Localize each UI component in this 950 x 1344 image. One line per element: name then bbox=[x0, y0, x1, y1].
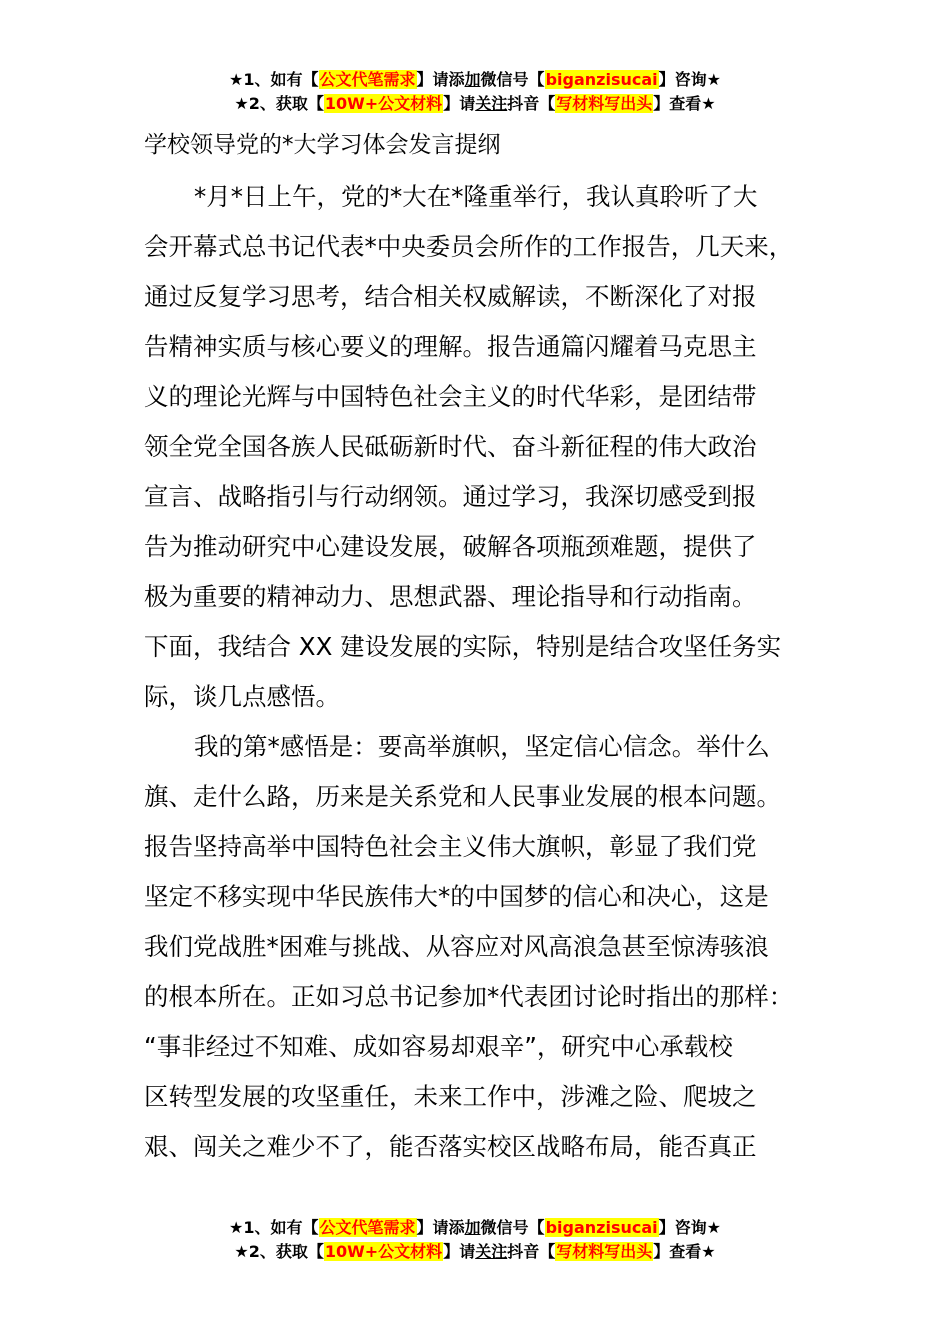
text-line: 通过反复学习思考，结合相关权威解读，不断深化了对报 bbox=[144, 282, 757, 311]
text-line: 区转型发展的攻坚重任，未来工作中，涉滩之险、爬坡之 bbox=[144, 1082, 757, 1111]
text-line: 旗、走什么路，历来是关系党和人民事业发展的根本问题。 bbox=[144, 782, 781, 811]
banner-text: 微信号【 bbox=[480, 1218, 545, 1237]
text-line: 下面，我结合 XX 建设发展的实际，特别是结合攻坚任务实 bbox=[144, 632, 782, 661]
text-line: 我的第*感悟是：要高举旗帜，坚定信心信念。举什么 bbox=[194, 732, 770, 761]
banner-text: ★1、如有【 bbox=[229, 1218, 319, 1237]
banner-text: ★2、获取【 bbox=[234, 94, 324, 113]
banner-text: 】请添 bbox=[416, 1218, 465, 1237]
banner-line-1 bbox=[0, 68, 950, 92]
text-line: 领全党全国各族人民砥砺新时代、奋斗新征程的伟大政治 bbox=[144, 432, 757, 461]
text-line: 极为重要的精神动力、思想武器、理论指导和行动指南。 bbox=[144, 582, 757, 611]
banner-text: ★1、如有【 bbox=[229, 70, 319, 89]
text-line: 义的理论光辉与中国特色社会主义的时代华彩，是团结带 bbox=[144, 382, 757, 411]
banner-line-2 bbox=[0, 92, 950, 116]
banner-text: 抖音【 bbox=[507, 1242, 556, 1261]
underlined-text: 关注 bbox=[475, 94, 508, 113]
banner-text: 】咨询★ bbox=[658, 70, 721, 89]
document-title: 学校领导党的*大学习体会发言提纲 bbox=[144, 132, 501, 158]
text-line: 的根本所在。正如习总书记参加*代表团讨论时指出的那样： bbox=[144, 982, 794, 1011]
banner-text: 】咨询★ bbox=[658, 1218, 721, 1237]
highlight-text: 10W+公文材料 bbox=[324, 94, 443, 113]
douyin-id-highlight: 写材料写出头 bbox=[556, 94, 653, 113]
text-line: 艰、闯关之难少不了，能否落实校区战略布局，能否真正 bbox=[144, 1132, 757, 1161]
banner-text: 抖音【 bbox=[507, 94, 556, 113]
banner-text: ★2、获取【 bbox=[234, 1242, 324, 1261]
text-line: 我们党战胜*困难与挑战、从容应对风高浪急甚至惊涛骇浪 bbox=[144, 932, 769, 961]
text-line: 报告坚持高举中国特色社会主义伟大旗帜，彰显了我们党 bbox=[144, 832, 757, 861]
banner-line-1 bbox=[0, 1216, 950, 1240]
text-line: 会开幕式总书记代表*中央委员会所作的工作报告，几天来， bbox=[144, 232, 794, 261]
text-line: 坚定不移实现中华民族伟大*的中国梦的信心和决心，这是 bbox=[144, 882, 769, 911]
footer-banner bbox=[0, 1216, 950, 1264]
wechat-id-highlight: biganzisucai bbox=[545, 1218, 658, 1237]
document-body bbox=[144, 172, 824, 1172]
underlined-text: 关注 bbox=[475, 1242, 508, 1261]
banner-text: 】查看★ bbox=[653, 1242, 716, 1261]
text-line: “事非经过不知难、成如容易却艰辛”，研究中心承载校 bbox=[144, 1032, 733, 1061]
highlight-text: 10W+公文材料 bbox=[324, 1242, 443, 1261]
banner-text: 】请 bbox=[443, 94, 476, 113]
text-line: 告精神实质与核心要义的理解。报告通篇闪耀着马克思主 bbox=[144, 332, 757, 361]
text-line: 际，谈几点感悟。 bbox=[144, 682, 340, 711]
text-line: 告为推动研究中心建设发展，破解各项瓶颈难题，提供了 bbox=[144, 532, 757, 561]
banner-text: 微信号【 bbox=[480, 70, 545, 89]
wechat-id-highlight: biganzisucai bbox=[545, 70, 658, 89]
text-line: 宣言、战略指引与行动纲领。通过学习，我深切感受到报 bbox=[144, 482, 757, 511]
banner-text: 】请 bbox=[443, 1242, 476, 1261]
highlight-text: 公文代笔需求 bbox=[319, 70, 416, 89]
header-banner bbox=[0, 68, 950, 116]
douyin-id-highlight: 写材料写出头 bbox=[556, 1242, 653, 1261]
banner-text: 】请添 bbox=[416, 70, 465, 89]
underlined-text: 加 bbox=[464, 70, 481, 89]
underlined-text: 加 bbox=[464, 1218, 481, 1237]
banner-line-2 bbox=[0, 1240, 950, 1264]
highlight-text: 公文代笔需求 bbox=[319, 1218, 416, 1237]
text-line: *月*日上午，党的*大在*隆重举行，我认真聆听了大 bbox=[194, 182, 758, 211]
banner-text: 】查看★ bbox=[653, 94, 716, 113]
